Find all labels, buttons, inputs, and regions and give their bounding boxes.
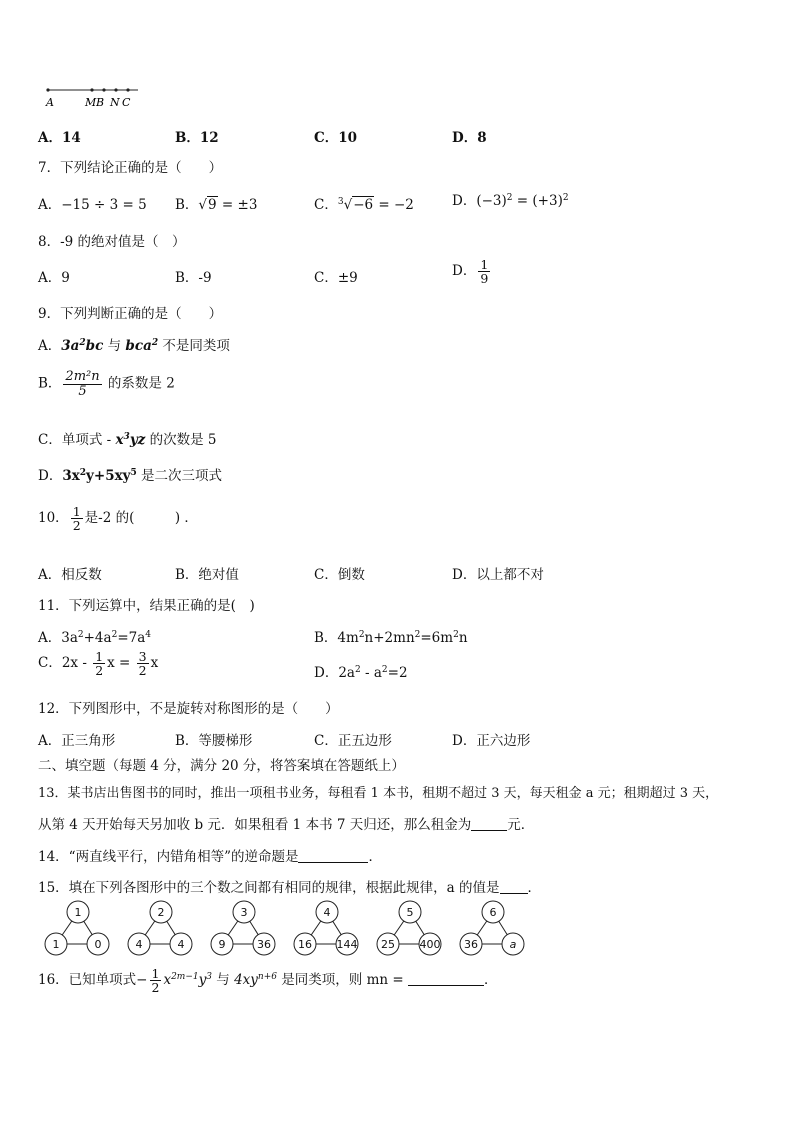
q15-figure-value-left: 9	[218, 938, 226, 951]
q16-blank	[408, 985, 484, 986]
q9-option-d: D．$3x^2y+5xy^5$ 是二次三项式	[38, 468, 223, 484]
q12-option-a: A．正三角形	[38, 733, 116, 749]
q15-figure-value-right: a	[509, 938, 517, 951]
q8-option-a: A．9	[38, 270, 70, 286]
q15-figure-value-right: 36	[257, 938, 271, 951]
q9-option-a: A．$3a^2bc$ 与 bca$^2$ 不是同类项	[38, 338, 230, 354]
q15-figure	[377, 901, 441, 955]
q15-figure	[294, 901, 358, 955]
q13-line1: 13．某书店出售图书的同时，推出一项租书业务，每租看 1 本书，租期不超过 3 天，每天租金 a 元；租期超过 3 天，	[38, 786, 719, 801]
q6-option-c: C．10	[314, 130, 358, 146]
q15-figure-value-left: 4	[135, 938, 143, 951]
q15-figure-value-right: 0	[94, 938, 102, 951]
q15-blank	[500, 893, 528, 894]
q15-figures	[36, 898, 536, 960]
q8-option-b: B．-9	[175, 270, 212, 286]
q15-figure-value-left: 1	[52, 938, 60, 951]
segment-figure	[40, 82, 150, 112]
q8-option-c: C．±9	[314, 270, 358, 286]
q14: 14．“两直线平行，内错角相等”的逆命题是 ．	[38, 849, 382, 865]
q15-figure-value-top: 2	[157, 906, 165, 919]
q7-option-a: A．−15 ÷ 3 = 5	[38, 197, 147, 213]
point-label-n: N	[110, 96, 120, 109]
q7-option-b: B．√9 = ±3	[175, 197, 258, 213]
q12-option-b: B．等腰梯形	[175, 733, 253, 749]
q6-option-b: B．12	[175, 130, 219, 146]
q6-option-a: A．14	[38, 130, 81, 146]
q6-option-d: D．8	[452, 130, 487, 146]
q13-blank	[471, 830, 507, 831]
q7-stem: 7．下列结论正确的是（ ）	[38, 160, 223, 176]
q15-figure-value-top: 6	[489, 906, 497, 919]
q11-option-d: D．$2a^2 - a^2=2$	[314, 665, 408, 681]
q15-figure-value-top: 4	[323, 906, 331, 919]
q15-figure	[45, 901, 109, 955]
q11-option-b: B．$4m^2n+2mn^2=6m^2n$	[314, 630, 468, 646]
q11-stem: 11．下列运算中，结果正确的是( )	[38, 598, 255, 614]
q9-option-b: B． $\frac{\text{2m²n}}{5}$ 的系数是 2	[38, 369, 175, 399]
point-label-m: M	[85, 96, 97, 109]
q15: 15．填在下列各图形中的三个数之间都有相同的规律，根据此规律，a 的值是 ．	[38, 880, 542, 896]
q15-figure	[460, 901, 524, 955]
q9-stem: 9．下列判断正确的是（ ）	[38, 306, 223, 322]
q11-option-a: A．$3a^2+4a^2=7a^4$	[38, 630, 151, 646]
q11-option-c: C．2x - $\frac{1}{2}$ x = $\frac{3}{2}$ x	[38, 649, 159, 679]
point-label-b: B	[96, 96, 105, 109]
q15-figure-value-top: 5	[406, 906, 414, 919]
q15-figure-value-left: 16	[298, 938, 312, 951]
q12-option-d: D．正六边形	[452, 733, 531, 749]
q10-option-c: C．倒数	[314, 567, 365, 583]
q15-figure-value-left: 25	[381, 938, 395, 951]
q8-stem: 8．-9 的绝对值是（ ）	[38, 234, 186, 250]
point-label-a: A	[46, 96, 54, 109]
q12-option-c: C．正五边形	[314, 733, 392, 749]
q15-figure	[211, 901, 275, 955]
q10-option-b: B．绝对值	[175, 567, 239, 583]
q15-figure	[128, 901, 192, 955]
q15-figure-value-left: 36	[464, 938, 478, 951]
q14-blank	[298, 862, 368, 863]
q12-stem: 12．下列图形中，不是旋转对称图形的是（ ）	[38, 701, 339, 717]
q10-option-a: A．相反数	[38, 567, 102, 583]
q16: 16．已知单项式− $\frac{1}{2}$ $x^{2m-1}y^3$ 与 $4xy^{n+6}$ 是同类项，则 mn = ．	[38, 966, 498, 996]
q15-figure-value-top: 1	[74, 906, 82, 919]
q7-option-d: D．$(-3)^2 = (+3)^2$	[452, 193, 569, 209]
q9-option-c: C．单项式 - $x^3yz$ 的次数是 5	[38, 432, 217, 448]
q8-option-d: D． $\frac{1}{9}$	[452, 257, 489, 287]
q10-option-d: D．以上都不对	[452, 567, 544, 583]
q15-figure-value-right: 400	[419, 938, 441, 951]
q7-option-c: C．$^3$√−6 = −2	[314, 197, 414, 213]
q15-figure-value-top: 3	[240, 906, 248, 919]
q10-stem: 10． $\frac{1}{2}$ 是-2 的( ) ．	[38, 504, 198, 534]
q15-figure-value-right: 4	[177, 938, 185, 951]
q15-figure-value-right: 144	[336, 938, 358, 951]
section-heading: 二、填空题（每题 4 分，满分 20 分，将答案填在答题纸上）	[38, 758, 405, 774]
point-label-c: C	[122, 96, 131, 109]
q13-line2: 从第 4 天开始每天另加收 b 元．如果租看 1 本书 7 天归还，那么租金为 元．	[38, 817, 535, 833]
